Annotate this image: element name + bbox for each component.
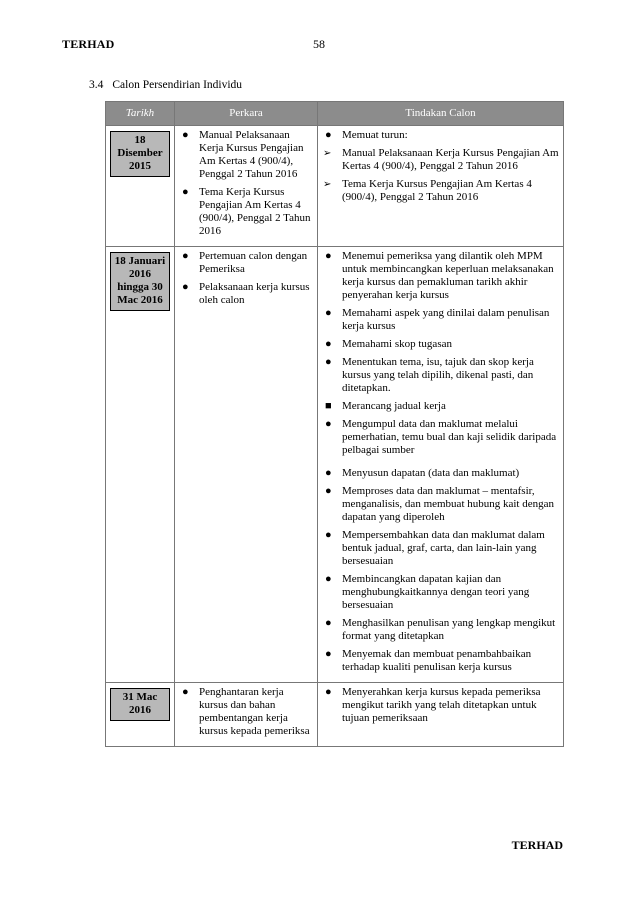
arrow-bullet-icon: ➢ [323, 148, 332, 159]
list-item: ● Menentukan tema, isu, tajuk dan skop kerja kursus yang telah dipilih, dikenal pasti, dan ditetapkan. [325, 356, 534, 394]
date-line: 18 Januari [114, 255, 166, 267]
list-item: ● Memahami aspek yang dinilai dalam penulisan kerja kursus [325, 307, 550, 332]
list-item: ● Tema Kerja Kursus Pengajian Am Kertas 4 (900/4), Penggal 2 Tahun 2016 [182, 186, 311, 237]
bullet-icon: ● [325, 467, 332, 479]
list-item: ● Mempersembahkan data dan maklumat dalam bentuk jadual, graf, carta, dan lain-lain yang bersesuaian [325, 529, 545, 567]
date-cell [106, 126, 175, 247]
list-item: ➢ Manual Pelaksanaan Kerja Kursus Pengajian Am Kertas 4 (900/4), Penggal 2 Tahun 2016 [323, 147, 559, 172]
col-header-perkara: Perkara [175, 102, 318, 126]
col-header-tindakan: Tindakan Calon [318, 102, 564, 126]
date-box [110, 688, 170, 721]
list-item: ● Mengumpul data dan maklumat melalui pemerhatian, temu bual dan kaji selidik daripada pelbagai sumber [325, 418, 557, 456]
bullet-icon: ● [325, 129, 332, 141]
list-item: ● Menyusun dapatan (data dan maklumat) [325, 467, 520, 479]
bullet-icon: ● [325, 529, 332, 541]
date-cell [106, 683, 175, 747]
header-classification: TERHAD [62, 37, 115, 51]
date-line: Mac 2016 [117, 294, 163, 306]
table-row [106, 683, 564, 747]
col-header-tarikh: Tarikh [106, 102, 175, 126]
tindakan-cell [318, 247, 564, 683]
date-line: hingga 30 [117, 281, 163, 293]
tindakan-cell [318, 683, 564, 747]
section-heading [89, 79, 242, 91]
perkara-cell [175, 247, 318, 683]
table-header-row [106, 102, 564, 126]
bullet-icon: ● [182, 281, 189, 293]
bullet-icon: ● [325, 617, 332, 629]
perkara-cell [175, 683, 318, 747]
date-line: 18 [134, 134, 146, 146]
date-line: 31 Mac [122, 691, 158, 703]
bullet-icon: ● [325, 485, 332, 497]
table-row [106, 126, 564, 247]
footer-classification: TERHAD [511, 838, 563, 852]
tindakan-cell [318, 126, 564, 247]
date-line: 2016 [129, 704, 151, 716]
list-item: ● Manual Pelaksanaan Kerja Kursus Pengajian Am Kertas 4 (900/4), Penggal 2 Tahun 2016 [182, 129, 304, 180]
table-row [106, 247, 564, 683]
bullet-icon: ● [182, 686, 189, 698]
list-item: ● Pelaksanaan kerja kursus oleh calon [182, 281, 310, 306]
list-item: ● Menemui pemeriksa yang dilantik oleh MPM untuk membincangkan keperluan melaksanakan kerja kursus dan pemakluman tarikh akhir penyerahan kerja kursus [325, 250, 554, 301]
list-item: ➢ Tema Kerja Kursus Pengajian Am Kertas 4 (900/4), Penggal 2 Tahun 2016 [323, 178, 532, 203]
bullet-icon: ● [182, 129, 189, 141]
bullet-icon: ● [325, 250, 332, 262]
bullet-icon: ● [325, 648, 332, 660]
bullet-icon: ● [325, 418, 332, 430]
date-line: Disember [117, 147, 163, 159]
bullet-icon: ● [325, 573, 332, 585]
list-item: ● Memproses data dan maklumat – mentafsir, menganalisis, dan membuat hubung kait dengan dapatan yang diperoleh [325, 485, 555, 523]
perkara-cell [175, 126, 318, 247]
bullet-icon: ● [325, 356, 332, 368]
date-box [110, 131, 170, 177]
section-number: 3.4 [89, 79, 104, 91]
date-line: 2015 [129, 160, 151, 172]
bullet-icon: ● [182, 186, 189, 198]
list-item: ● Memahami skop tugasan [325, 338, 452, 350]
date-box [110, 252, 170, 311]
list-item: ● Pertemuan calon dengan Pemeriksa [182, 250, 308, 275]
list-item: ● Menghasilkan penulisan yang lengkap mengikut format yang ditetapkan [325, 617, 556, 642]
list-item: ● Menyerahkan kerja kursus kepada pemeriksa mengikut tarikh yang telah ditetapkan untuk tujuan pemeriksaan [325, 686, 541, 724]
list-item: ● Menyemak dan membuat penambahbaikan terhadap kualiti penulisan kerja kursus [325, 648, 532, 673]
arrow-bullet-icon: ➢ [323, 179, 332, 190]
section-title: Calon Persendirian Individu [112, 79, 243, 91]
list-item: ● Memuat turun: [325, 129, 408, 141]
bullet-icon: ● [325, 338, 332, 350]
date-line: 2016 [129, 268, 151, 280]
bullet-icon: ● [182, 250, 189, 262]
bullet-icon: ● [325, 686, 332, 698]
list-item: ● Membincangkan dapatan kajian dan menghubungkaitkannya dengan teori yang bersesuaian [325, 573, 530, 611]
page-number: 58 [313, 37, 325, 51]
date-cell [106, 247, 175, 683]
schedule-table [105, 101, 564, 747]
list-item: ● Penghantaran kerja kursus dan bahan pembentangan kerja kursus kepada pemeriksa [182, 686, 310, 737]
bullet-icon: ■ [325, 400, 332, 412]
list-item: ■ Merancang jadual kerja [325, 400, 446, 412]
bullet-icon: ● [325, 307, 332, 319]
